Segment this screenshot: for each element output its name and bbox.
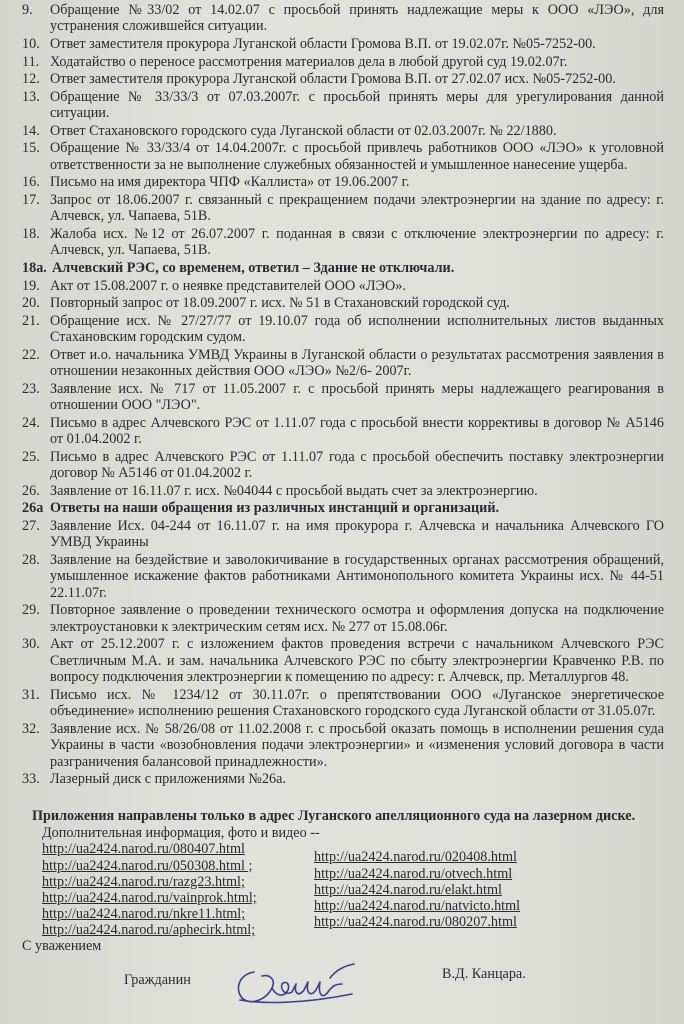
list-item bbox=[22, 500, 664, 516]
link[interactable]: http://ua2424.narod.ru/080407.html bbox=[42, 841, 245, 858]
list-item bbox=[22, 71, 664, 87]
item-text: Ответ заместителя прокурора Луганской области Громова В.П. от 19.02.07г. №05-7252-00. bbox=[50, 36, 596, 52]
item-number: 18а. bbox=[22, 259, 47, 276]
item-text: Заявление исх. № 58/26/08 от 11.02.2008 г. с просьбой оказать помощь в исполнении решения суда Украины в части «возобновления подачи электроэнергии» и «изменения условий договора в части разграничения балансовой принадлежности». bbox=[50, 720, 664, 770]
handwritten-signature bbox=[232, 954, 362, 1010]
attachments-note: Приложения направлены только в адрес Луганского апелляционного суда на лазерном диске. bbox=[32, 807, 636, 824]
item-number: 24. bbox=[22, 414, 40, 431]
item-number: 11. bbox=[22, 53, 40, 70]
item-number: 15. bbox=[22, 140, 40, 157]
link[interactable]: http://ua2424.narod.ru/razg23.html; bbox=[42, 873, 245, 890]
list-item bbox=[22, 36, 664, 52]
item-number: 30. bbox=[22, 636, 40, 653]
link[interactable]: http://ua2424.narod.ru/vainprok.html; bbox=[42, 889, 257, 906]
item-number: 29. bbox=[22, 602, 40, 619]
item-number: 9. bbox=[22, 2, 33, 18]
item-text: Запрос от 18.06.2007 г. связанный с прекращением подачи электроэнергии на здание по адресу: г. Алчевск, ул. Чапаева, 51В. bbox=[50, 191, 664, 225]
citizen-label: Гражданин bbox=[124, 972, 191, 988]
additional-info: Дополнительная информация, фото и видео -- bbox=[42, 824, 320, 841]
link[interactable]: http://ua2424.narod.ru/080207.html bbox=[314, 914, 517, 931]
list-item bbox=[22, 123, 664, 139]
links-column-2 bbox=[314, 841, 614, 938]
item-number: 13. bbox=[22, 88, 40, 105]
item-text: Алчевский РЭС, со временем, ответил – Здание не отключали. bbox=[52, 259, 455, 276]
item-number: 20. bbox=[22, 295, 40, 312]
item-text: Письмо исх. № 1234/12 от 30.11.07г. о препятствовании ООО «Луганское энергетическое объединение» исполнению решения Стахановского городского суда Луганской области от 31.05.07г. bbox=[50, 686, 664, 720]
closing-phrase: С уважением bbox=[22, 938, 102, 954]
item-number: 33. bbox=[22, 771, 40, 788]
item-text: Ответы на наши обращения из различных инстанций и организаций. bbox=[50, 500, 500, 517]
item-number: 14. bbox=[22, 122, 40, 139]
item-text: Заявление от 16.11.07 г. исх. №04044 с просьбой выдать счет за электроэнергию. bbox=[50, 482, 538, 499]
item-text: Ответ заместителя прокурора Луганской области Громова В.П. от 27.02.07 исх. №05-7252-00. bbox=[50, 71, 616, 88]
item-number: 31. bbox=[22, 686, 40, 703]
list-item bbox=[22, 260, 664, 276]
item-text: Обращение № 33/33/4 от 14.04.2007г. с просьбой привлечь работников ООО «ЛЭО» к уголовной ответственности за не выполнение служебных обязанностей и умышленное нанесение ущерба. bbox=[50, 140, 664, 173]
item-text: Ответ и.о. начальника УМВД Украины в Луганской области о результатах рассмотрения заявления в отношении незаконных действия ООО «ЛЭО» №2/6- 2007г. bbox=[50, 346, 664, 380]
list-item bbox=[22, 483, 664, 499]
list-item bbox=[22, 636, 664, 685]
item-text: Заявление Исх. 04-244 от 16.11.07 г. на имя прокурора г. Алчевска и начальника Алчевского ГО УМВД Украины bbox=[50, 517, 664, 551]
link[interactable]: http://ua2424.narod.ru/nkre11.html; bbox=[42, 906, 246, 923]
item-text: Повторное заявление о проведении технического осмотра и оформления допуска на подключение электроустановки к электрическим сетям исх. № 277 от 15.08.06г. bbox=[50, 602, 664, 635]
item-number: 28. bbox=[22, 551, 40, 568]
item-number: 22. bbox=[22, 346, 40, 363]
item-text: Обращение №33/02 от 14.02.07 с просьбой принять надлежащие меры к ООО «ЛЭО», для устранения сложившейся ситуации. bbox=[50, 2, 664, 35]
list-item bbox=[22, 313, 664, 346]
list-item bbox=[22, 89, 664, 122]
list-item bbox=[22, 449, 664, 482]
list-item bbox=[22, 174, 664, 190]
links-column-1 bbox=[42, 841, 314, 938]
list-item bbox=[22, 771, 664, 787]
list-item bbox=[22, 552, 664, 601]
item-number: 25. bbox=[22, 448, 40, 465]
item-text: Ответ Стахановского городского суда Луганской области от 02.03.2007г. № 22/1880. bbox=[50, 122, 557, 139]
item-number: 19. bbox=[22, 277, 40, 294]
item-text: Повторный запрос от 18.09.2007 г. исх. № 51 в Стахановский городской суд. bbox=[50, 295, 510, 312]
item-text: Заявление на бездействие и заволокичивание в государственных органах рассмотрения обращений, умышленное искажение фактов работниками Антимонопольного комитета Украины исх. № 44-51 22.11.07г. bbox=[50, 551, 664, 601]
list-item bbox=[22, 140, 664, 173]
item-number: 17. bbox=[22, 191, 40, 208]
list-item bbox=[22, 2, 664, 35]
list-item bbox=[22, 415, 664, 448]
item-number: 32. bbox=[22, 720, 40, 737]
link[interactable]: http://ua2424.narod.ru/020408.html bbox=[314, 849, 517, 866]
item-text: Письмо на имя директора ЧПФ «Каллиста» от 19.06.2007 г. bbox=[50, 174, 410, 191]
list-item bbox=[22, 295, 664, 311]
link[interactable]: http://ua2424.narod.ru/natvicto.html bbox=[314, 897, 521, 914]
item-number: 10. bbox=[22, 36, 40, 52]
item-number: 23. bbox=[22, 380, 40, 397]
attachment-list bbox=[22, 2, 664, 939]
item-text: Письмо в адрес Алчевского РЭС от 1.11.07 года с просьбой обеспечить поставку электроэнергии договор № А5146 от 01.04.2002 г. bbox=[50, 448, 664, 482]
item-number: 16. bbox=[22, 174, 40, 191]
item-text: Письмо в адрес Алчевского РЭС от 1.11.07 года с просьбой внести коррективы в договор № А5146 от 01.04.2002 г. bbox=[50, 414, 664, 448]
item-number: 18. bbox=[22, 225, 40, 242]
item-text: Жалоба исх. №12 от 26.07.2007 г. поданная в связи с отключение электроэнергии по адресу: г. Алчевск, ул. Чапаева, 51В. bbox=[50, 225, 664, 259]
item-number: 27. bbox=[22, 517, 40, 534]
item-text: Обращение № 33/33/3 от 07.03.2007г. с просьбой принять меры для урегулирования данной ситуации. bbox=[50, 88, 664, 122]
item-text: Лазерный диск с приложениями №26а. bbox=[50, 771, 286, 788]
link[interactable]: http://ua2424.narod.ru/050308.html ; bbox=[42, 857, 253, 874]
item-text: Обращение исх. № 27/27/77 от 19.10.07 года об исполнении исполнительных листов выданных Стахановским городским судом. bbox=[50, 312, 664, 346]
list-items bbox=[22, 2, 664, 788]
list-item bbox=[22, 518, 664, 551]
list-item bbox=[22, 226, 664, 259]
link[interactable]: http://ua2424.narod.ru/aphecirk.html; bbox=[42, 922, 256, 939]
item-number: 21. bbox=[22, 312, 40, 329]
item-number: 12. bbox=[22, 71, 40, 88]
list-item bbox=[22, 192, 664, 225]
list-item bbox=[22, 347, 664, 380]
list-item bbox=[22, 602, 664, 635]
item-text: Акт от 25.12.2007 г. с изложением фактов проведения встречи с начальником Алчевского РЭС Светличным М.А. и зам. начальника Алчевского РЭС по сбыту электроэнергии Кравченко Р.В. по вопросу подключения электроэнергии к помещению по адресу: г. Алчевск, пр. Металлургов 48. bbox=[50, 636, 664, 686]
list-item bbox=[22, 381, 664, 414]
links-block bbox=[22, 841, 664, 938]
list-item bbox=[22, 687, 664, 720]
list-item bbox=[22, 278, 664, 294]
item-text: Акт от 15.08.2007 г. о неявке представителей ООО «ЛЭО». bbox=[50, 277, 406, 294]
item-text: Ходатайство о переносе рассмотрения материалов дела в любой другой суд 19.02.07г. bbox=[50, 53, 568, 70]
signer-name: В.Д. Канцара. bbox=[442, 966, 526, 982]
list-item bbox=[22, 721, 664, 770]
item-number: 26. bbox=[22, 482, 40, 499]
item-text: Заявление исх. № 717 от 11.05.2007 г. с просьбой принять меры надлежащего реагирования в отношении ООО "ЛЭО". bbox=[50, 380, 664, 414]
list-item bbox=[22, 54, 664, 70]
link[interactable]: http://ua2424.narod.ru/otvech.html bbox=[314, 865, 513, 882]
link[interactable]: http://ua2424.narod.ru/elakt.html bbox=[314, 881, 502, 898]
item-number: 26а bbox=[22, 500, 44, 517]
